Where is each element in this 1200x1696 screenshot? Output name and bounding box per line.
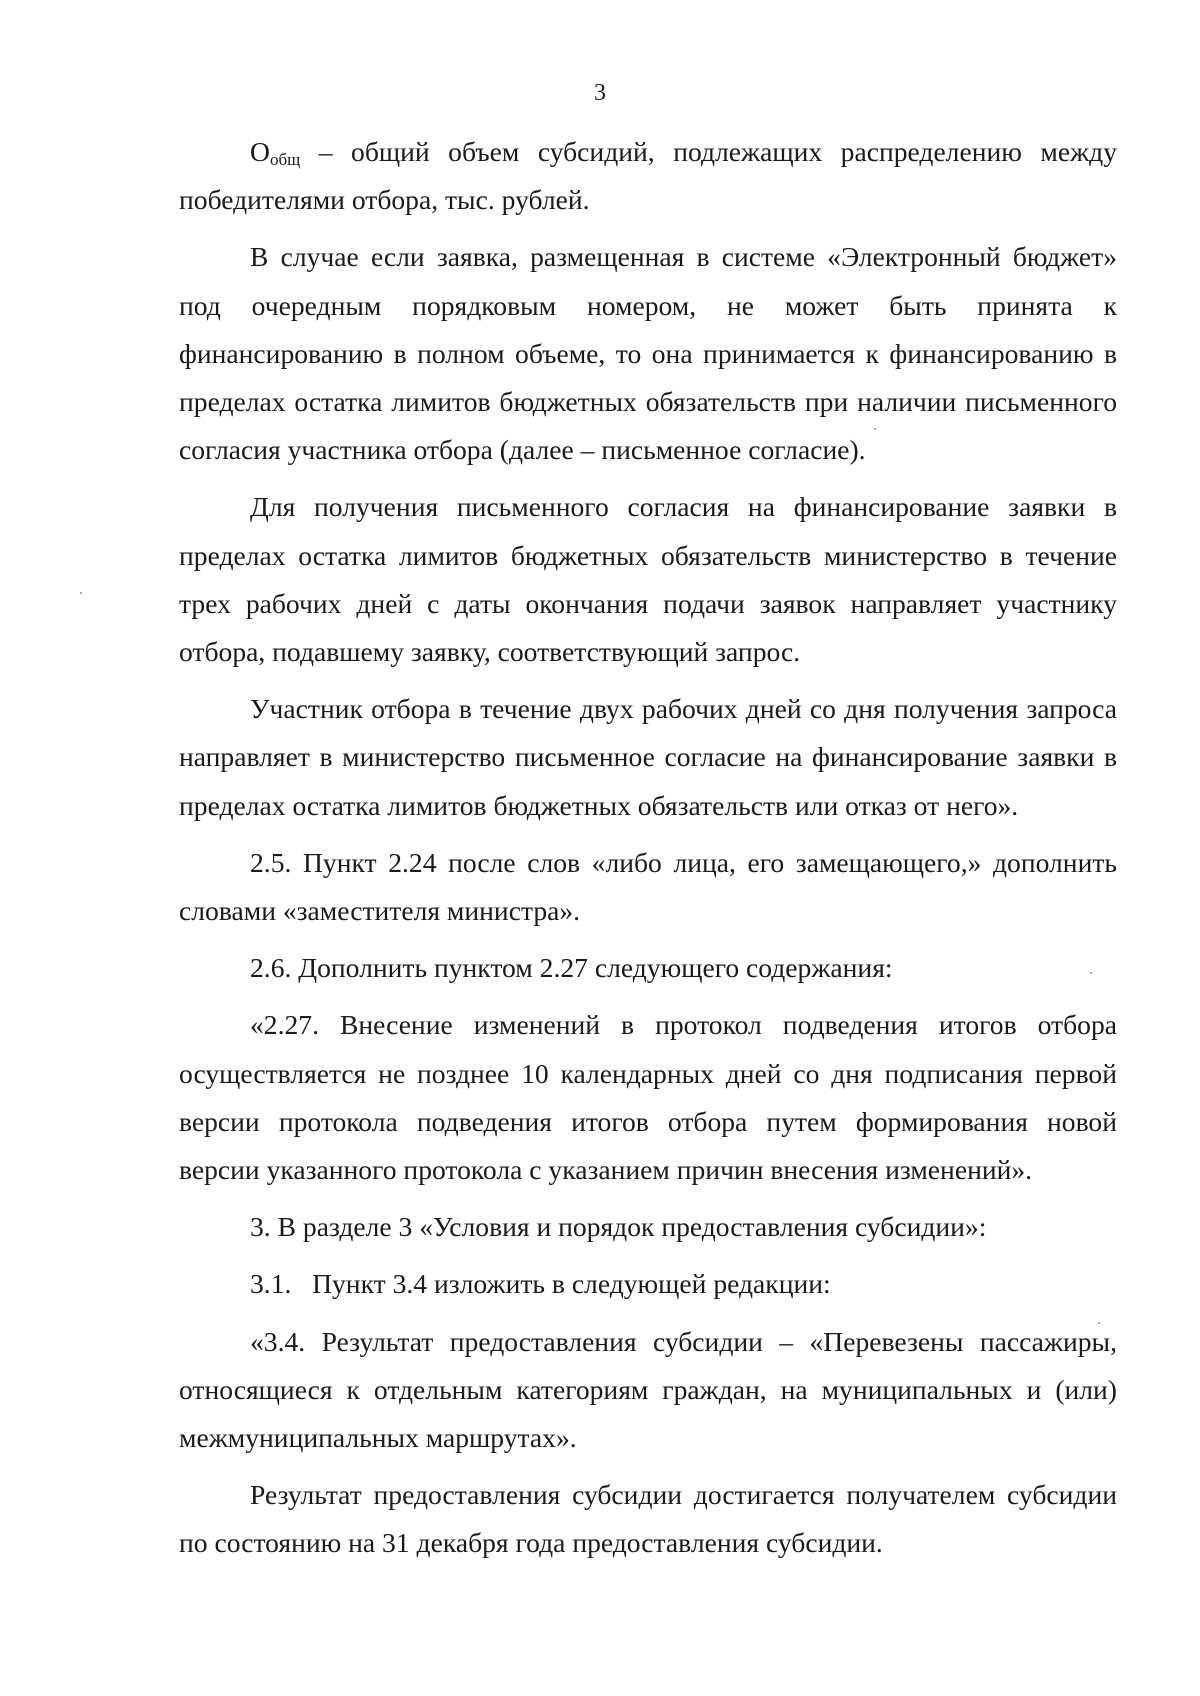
paragraph-written-consent-request: Для получения письменного согласия на финансирование заявки в пределах остатка лимитов бюджетных обязательств министерство в течение трех рабочих дней с даты окончания подачи заявок направляет участнику отбора, подавшему заявку, соответствующий запрос. — [179, 491, 1117, 668]
paragraph-participant-response: Участник отбора в течение двух рабочих дней со дня получения запроса направляет в министерство письменное согласие на финансирование заявки в пределах остатка лимитов бюджетных обязательств или отказ от него». — [179, 693, 1117, 821]
paragraph-item-3-1: 3.1. Пункт 3.4 изложить в следующей редакции: — [250, 1268, 831, 1300]
document-body — [179, 128, 1117, 1568]
definition-text: – общий объем субсидий, подлежащих распределению между победителями отбора, тыс. рублей. — [179, 136, 1117, 216]
variable-symbol: О — [250, 136, 270, 167]
paragraph-result-achievement: Результат предоставления субсидии достигается получателем субсидии по состоянию на 31 декабря года предоставления субсидии. — [179, 1479, 1117, 1559]
scan-speck — [80, 592, 82, 594]
page-number: 3 — [594, 80, 606, 106]
paragraph-section-3: 3. В разделе 3 «Условия и порядок предоставления субсидии»: — [250, 1211, 987, 1243]
scan-speck — [1090, 972, 1092, 974]
scan-speck — [1098, 1322, 1100, 1324]
paragraph-total-volume-definition — [179, 128, 1117, 224]
paragraph-item-2-5: 2.5. Пункт 2.24 после слов «либо лица, его замещающего,» дополнить словами «заместителя министра». — [179, 846, 1117, 927]
paragraph-item-2-27: «2.27. Внесение изменений в протокол подведения итогов отбора осуществляется не позднее 10 календарных дней со дня подписания первой версии протокола подведения итогов отбора путем формирования новой версии указанного протокола с указанием причин внесения изменений». — [179, 1009, 1117, 1186]
variable-subscript: общ — [269, 150, 301, 169]
paragraph-item-3-4: «3.4. Результат предоставления субсидии – «Перевезены пассажиры, относящиеся к отдельным категориям граждан, на муниципальных и (или) межмуниципальных маршрутах». — [179, 1325, 1117, 1454]
paragraph-item-2-6: 2.6. Дополнить пунктом 2.27 следующего содержания: — [250, 952, 893, 984]
paragraph-partial-financing: В случае если заявка, размещенная в системе «Электронный бюджет» под очередным порядковым номером, не может быть принята к финансированию в полном объеме, то она принимается к финансированию в пределах остатка лимитов бюджетных обязательств при наличии письменного согласия участника отбора (далее – письменное согласие). — [179, 241, 1117, 466]
scan-speck — [874, 428, 876, 430]
